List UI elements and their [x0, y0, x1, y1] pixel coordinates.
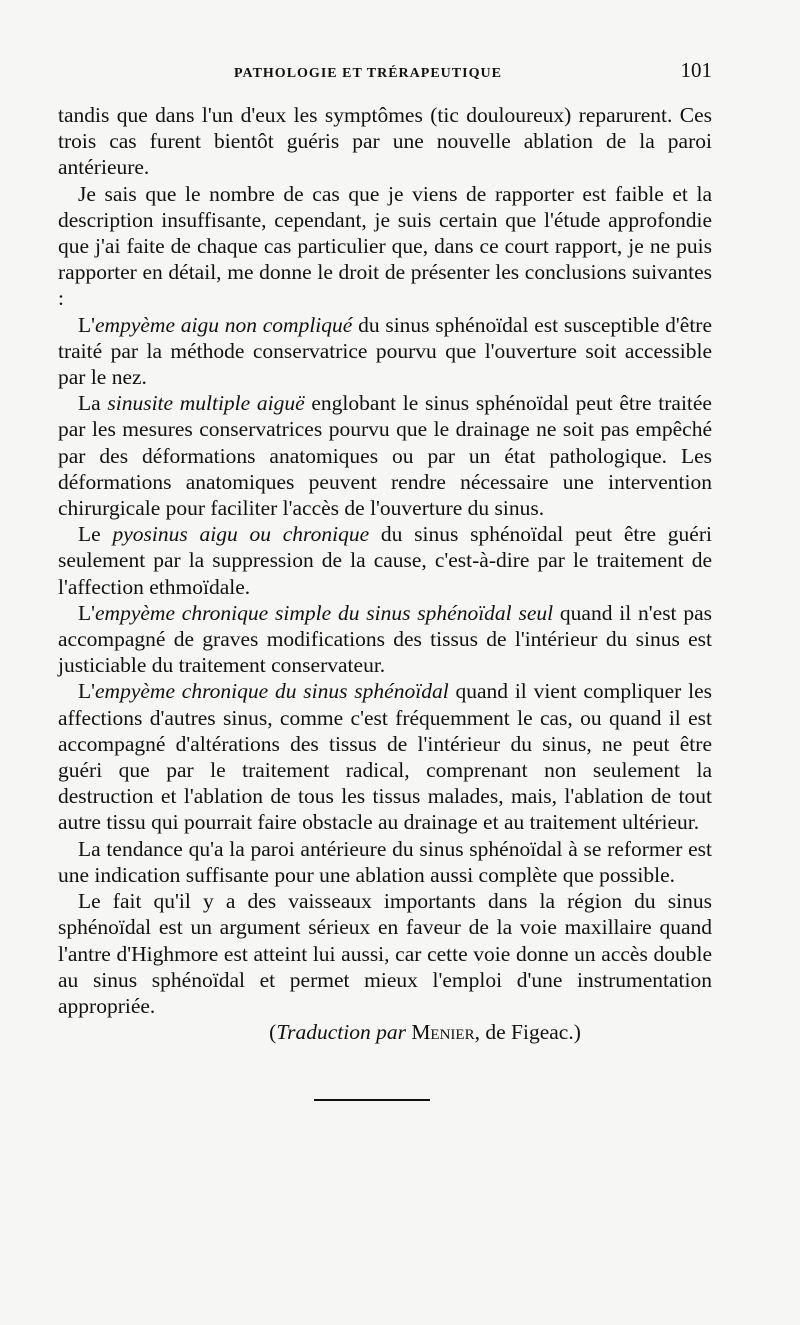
- credit-label: Traduction par: [276, 1020, 406, 1045]
- paragraph-text: englobant le sinus sphénoïdal peut être traitée par les mesures conservatrices pourvu que le drainage ne soit pas empêché par des déformations anatomiques ou par un état pathologique. Les déformations anatomiques peuvent rendre nécessaire une intervention chirurgicale pour faciliter l'accès de l'ouverture du sinus.: [58, 391, 712, 521]
- credit-place: , de Figeac.): [474, 1020, 581, 1045]
- translation-credit: [58, 1019, 712, 1045]
- paragraph-text: quand il n'est pas accompagné de graves modifications des tissus de l'intérieur du sinus est justiciable du traitement conservateur.: [58, 600, 713, 678]
- paragraph-sinusite-multiple: [58, 390, 712, 521]
- italic-term: empyème chronique simple du sinus sphénoïdal seul: [95, 600, 554, 625]
- credit-open: (: [269, 1020, 277, 1045]
- paragraph-empyeme-chronique: [58, 678, 712, 835]
- page-header: [234, 58, 712, 90]
- paragraph-text: du sinus sphénoïdal est susceptible d'être traité par la méthode conservatrice pourvu que l'ouverture soit accessible par le nez.: [58, 312, 712, 390]
- paragraph-pyosinus: [58, 521, 712, 600]
- italic-term: sinusite multiple aiguë: [107, 391, 305, 416]
- italic-term: pyosinus aigu ou chronique: [112, 522, 370, 547]
- paragraph-vaisseaux: Le fait qu'il y a des vaisseaux importants dans la région du sinus sphénoïdal est un argument sérieux en faveur de la voie maxillaire quand l'antre d'Highmore est atteint lui aussi, car cette voie donne un accès double au sinus sphénoïdal et permet mieux l'emploi d'une instrumentation appropriée.: [58, 889, 712, 1018]
- translator-name: Menier: [411, 1020, 475, 1045]
- paragraph-empyeme-aigu: [58, 312, 712, 391]
- running-title: PATHOLOGIE ET TRÉRAPEUTIQUE: [234, 66, 502, 81]
- paragraph-lead: L': [78, 600, 96, 625]
- paragraph-continuation: tandis que dans l'un d'eux les symptômes (tic douloureux) reparurent. Ces trois cas furent bientôt guéris par une nouvelle ablation de la paroi antérieure.: [58, 103, 712, 180]
- italic-term: empyème aigu non compliqué: [95, 312, 353, 337]
- paragraph-conclusions-intro: Je sais que le nombre de cas que je viens de rapporter est faible et la description insuffisante, cependant, je suis certain que l'étude approfondie que j'ai faite de chaque cas particulier que, dans ce court rapport, je ne puis rapporter en détail, me donne le droit de présenter les conclusions suivantes :: [58, 181, 712, 311]
- paragraph-text: quand il vient compliquer les affections d'autres sinus, comme c'est fréquemment le cas, ou quand il est accompagné d'altérations des tissus de l'intérieur du sinus, ne peut être guéri que par le traitement radical, comprenant non seulement la destruction et l'ablation de tous les tissus malades, mais, l'ablation de tout autre tissu qui pourrait faire obstacle au drainage et au traitement ultérieur.: [58, 679, 712, 835]
- paragraph-lead: L': [78, 312, 96, 337]
- paragraph-text: du sinus sphénoïdal peut être guéri seulement par la suppression de la cause, c'est-à-dire par le traitement de l'affection ethmoïdale.: [58, 522, 712, 599]
- paragraph-tendance: La tendance qu'a la paroi antérieure du sinus sphénoïdal à se reformer est une indication suffisante pour une ablation aussi complète que possible.: [58, 836, 712, 887]
- paragraph-empyeme-chronique-simple: [58, 600, 712, 679]
- paragraph-lead: L': [78, 679, 96, 704]
- page-number: 101: [680, 58, 712, 82]
- italic-term: empyème chronique du sinus sphénoïdal: [95, 679, 449, 704]
- end-rule: [314, 1099, 430, 1101]
- page-body: [58, 102, 712, 1045]
- paragraph-lead: Le: [78, 522, 113, 547]
- paragraph-lead: La: [78, 391, 108, 416]
